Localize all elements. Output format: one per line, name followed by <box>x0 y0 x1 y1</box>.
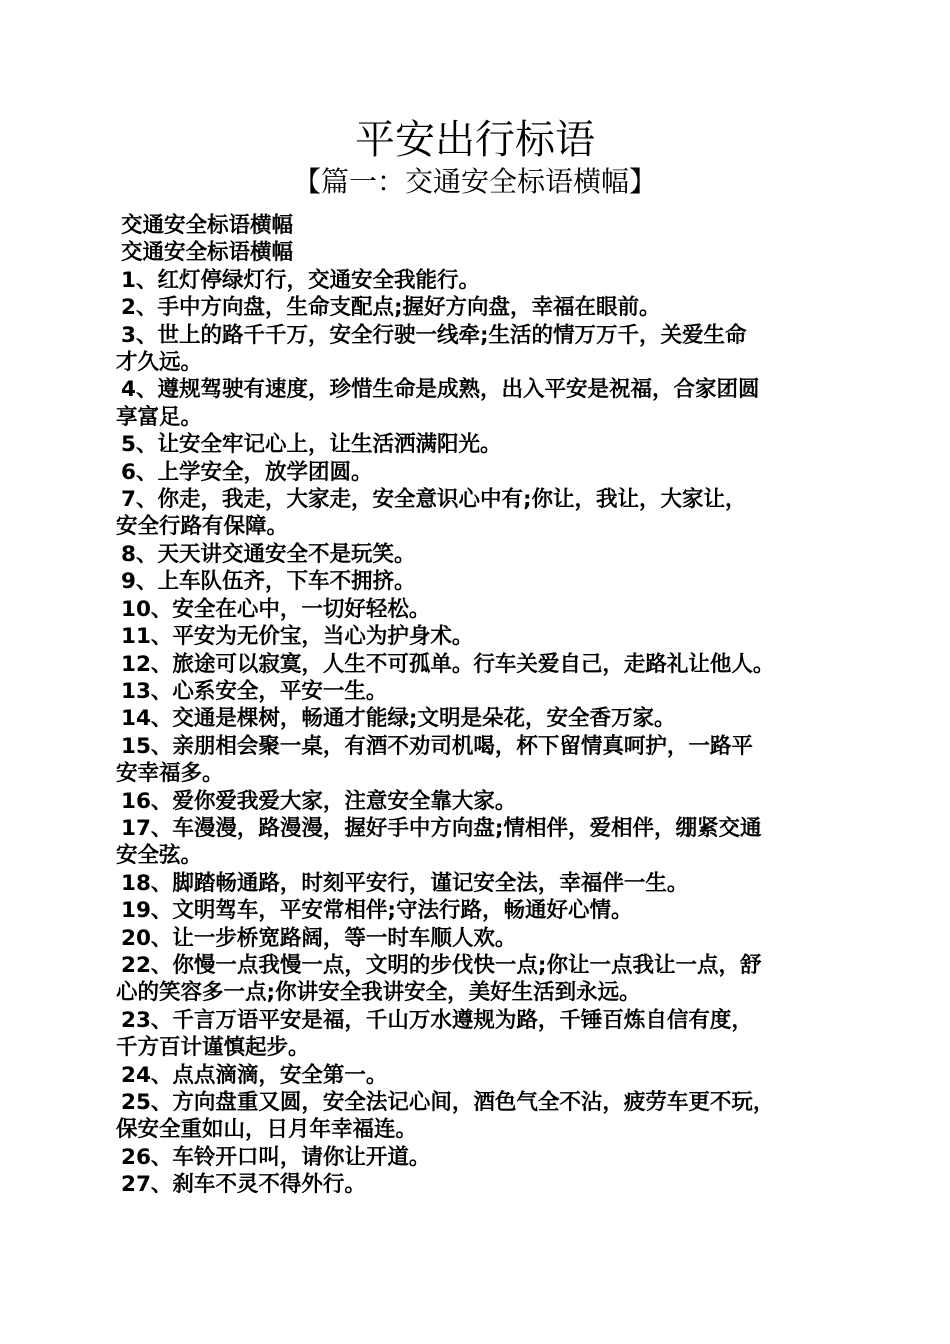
text-line: 2、手中方向盘，生命支配点;握好方向盘，幸福在眼前。 <box>121 295 661 321</box>
text-line: 20、让一步桥宽路阔，等一时车顺人欢。 <box>121 925 517 951</box>
text-line: 千方百计谨慎起步。 <box>116 1035 310 1061</box>
text-line: 24、点点滴滴，安全第一。 <box>121 1062 388 1088</box>
text-line: 16、爱你爱我爱大家，注意安全靠大家。 <box>121 788 517 814</box>
text-line: 9、上车队伍齐，下车不拥挤。 <box>121 569 416 595</box>
text-line: 才久远。 <box>116 350 203 376</box>
text-line: 享富足。 <box>116 404 203 430</box>
text-line: 15、亲朋相会聚一桌，有酒不劝司机喝，杯下留情真呵护，一路平 <box>121 733 753 759</box>
page-subtitle: 【篇一：交通安全标语横幅】 <box>292 165 657 198</box>
text-line: 14、交通是棵树，畅通才能绿;文明是朵花，安全香万家。 <box>121 706 676 732</box>
text-line: 安全行路有保障。 <box>116 514 289 540</box>
text-line: 23、千言万语平安是福，千山万水遵规为路，千锤百炼自信有度， <box>121 1007 753 1033</box>
text-line: 25、方向盘重又圆，安全法记心间，酒色气全不沾，疲劳车更不玩， <box>121 1090 775 1115</box>
text-line: 安幸福多。 <box>116 761 224 787</box>
text-line: 12、旅途可以寂寞，人生不可孤单。行车关爱自己，走路礼让他人。 <box>121 651 775 677</box>
text-line: 交通安全标语横幅 <box>121 213 294 238</box>
text-line: 10、安全在心中，一切好轻松。 <box>121 596 431 622</box>
text-line: 6、上学安全，放学团圆。 <box>121 459 373 485</box>
document-body <box>116 212 836 1199</box>
text-line: 22、你慢一点我慢一点，文明的步伐快一点;你让一点我让一点，舒 <box>121 952 762 978</box>
text-line: 26、车铃开口叫，请你让开道。 <box>121 1144 431 1170</box>
text-line: 1、红灯停绿灯行，交通安全我能行。 <box>121 267 480 293</box>
text-line: 3、世上的路千千万，安全行驶一线牵;生活的情万万千，关爱生命 <box>121 322 747 348</box>
text-line: 18、脚踏畅通路，时刻平安行，谨记安全法，幸福伴一生。 <box>121 870 689 896</box>
text-line: 交通安全标语横幅 <box>121 240 294 266</box>
text-line: 17、车漫漫，路漫漫，握好手中方向盘;情相伴，爱相伴，绷紧交通 <box>121 815 762 841</box>
text-line: 27、刹车不灵不得外行。 <box>121 1172 366 1198</box>
text-line: 安全弦。 <box>116 843 203 869</box>
text-line: 13、心系安全，平安一生。 <box>121 678 388 704</box>
text-line: 5、让安全牢记心上，让生活洒满阳光。 <box>121 432 502 458</box>
text-line: 7、你走，我走，大家走，安全意识心中有;你让，我让，大家让， <box>121 487 747 513</box>
text-line: 保安全重如山，日月年幸福连。 <box>116 1117 418 1143</box>
page-title: 平安出行标语 <box>355 117 595 163</box>
text-line: 11、平安为无价宝，当心为护身术。 <box>121 624 474 650</box>
text-line: 8、天天讲交通安全不是玩笑。 <box>121 541 416 567</box>
text-line: 4、遵规驾驶有速度，珍惜生命是成熟，出入平安是祝福，合家团圆 <box>121 377 760 403</box>
text-line: 19、文明驾车，平安常相伴;守法行路，畅通好心情。 <box>121 898 633 924</box>
text-line: 心的笑容多一点;你讲安全我讲安全，美好生活到永远。 <box>116 980 641 1006</box>
